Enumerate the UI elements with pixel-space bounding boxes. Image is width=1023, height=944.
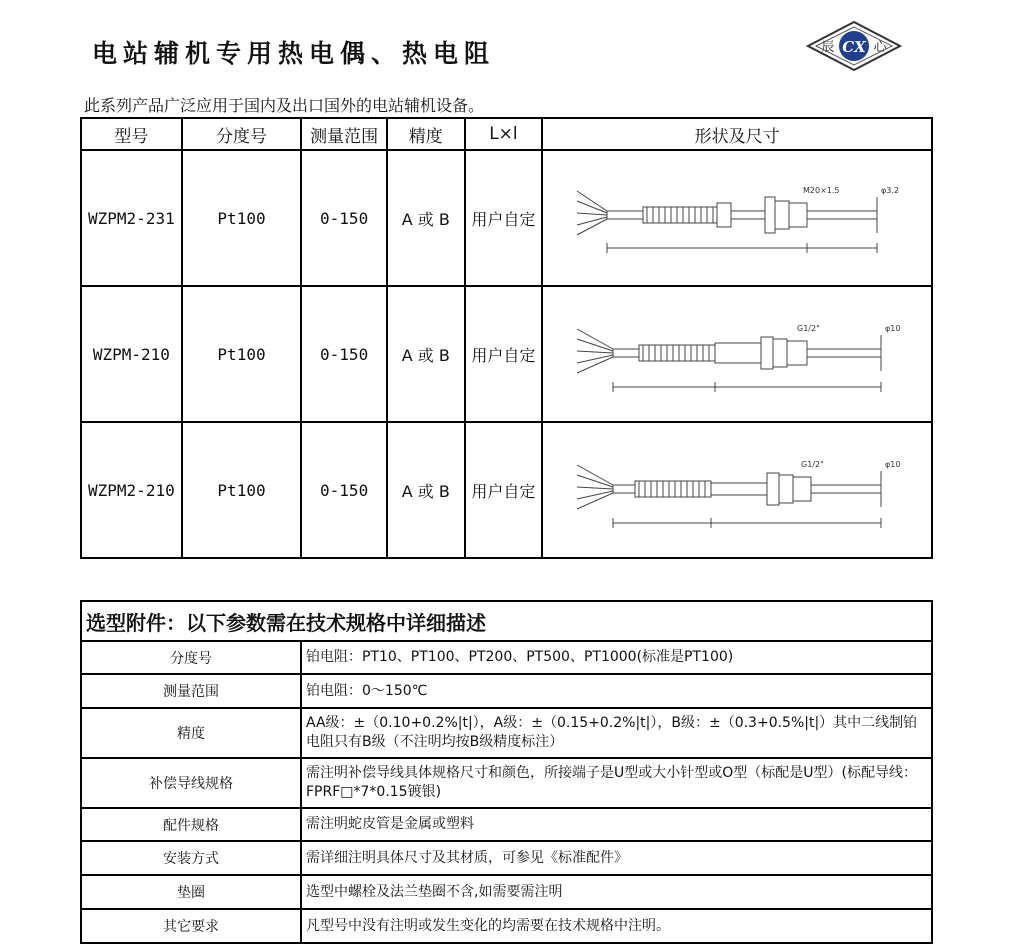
accessory-value: 需详细注明具体尺寸及其材质，可参见《标准配件》 [301, 841, 932, 875]
range-cell: 0-150 [301, 422, 387, 558]
drawing-cell [542, 286, 932, 422]
accessory-row [81, 841, 932, 875]
accessory-row [81, 875, 932, 909]
drawing-cell [542, 150, 932, 286]
product-row [81, 286, 932, 422]
sensor-drawing [567, 309, 907, 399]
drawing-cell [542, 422, 932, 558]
accessory-label: 分度号 [81, 641, 301, 674]
accessories-table [80, 600, 933, 944]
diameter-label: φ3.2 [881, 186, 900, 195]
model-cell: WZPM-210 [81, 286, 182, 422]
sensor-drawing [567, 173, 907, 263]
logo-char-left: 辰 [821, 40, 835, 55]
accessory-value: 凡型号中没有注明或发生变化的均需要在技术规格中注明。 [301, 909, 932, 943]
product-table [80, 117, 933, 559]
thread-label: G1/2" [797, 324, 820, 333]
accessory-label: 补偿导线规格 [81, 758, 301, 808]
accessory-row [81, 708, 932, 758]
accessory-row [81, 674, 932, 708]
header-shape: 形状及尺寸 [542, 118, 932, 150]
graduation-cell: Pt100 [182, 286, 302, 422]
header-graduation: 分度号 [182, 118, 302, 150]
logo-mark: CX [842, 38, 866, 56]
sensor-drawing [567, 445, 907, 535]
accessory-value: 选型中螺栓及法兰垫圈不含,如需要需注明 [301, 875, 932, 909]
accessory-value: 铂电阻：PT10、PT100、PT200、PT500、PT1000(标准是PT100) [301, 641, 932, 674]
accuracy-cell: A 或 B [387, 422, 465, 558]
model-cell: WZPM2-210 [81, 422, 182, 558]
product-row [81, 422, 932, 558]
length-cell: 用户自定 [465, 150, 543, 286]
header-range: 测量范围 [301, 118, 387, 150]
length-cell: 用户自定 [465, 286, 543, 422]
accessory-label: 垫圈 [81, 875, 301, 909]
accessory-value: 需注明蛇皮管是金属或塑料 [301, 808, 932, 841]
intro-text: 此系列产品广泛应用于国内及出口国外的电站辅机设备。 [84, 96, 485, 115]
company-logo [806, 20, 902, 72]
header-model: 型号 [81, 118, 182, 150]
range-cell: 0-150 [301, 286, 387, 422]
accessory-label: 其它要求 [81, 909, 301, 943]
product-row [81, 150, 932, 286]
accessories-title: 选型附件：以下参数需在技术规格中详细描述 [81, 601, 932, 641]
accessory-row [81, 808, 932, 841]
logo-char-right: 心 [873, 40, 887, 55]
graduation-cell: Pt100 [182, 150, 302, 286]
model-cell: WZPM2-231 [81, 150, 182, 286]
accuracy-cell: A 或 B [387, 286, 465, 422]
header-length: L×l [465, 118, 543, 150]
accessory-value: 铂电阻：0～150℃ [301, 674, 932, 708]
length-cell: 用户自定 [465, 422, 543, 558]
accessory-label: 安装方式 [81, 841, 301, 875]
document-title: 电站辅机专用热电偶、热电阻 [92, 39, 496, 68]
accessory-row [81, 641, 932, 674]
thread-label: G1/2" [801, 460, 824, 469]
range-cell: 0-150 [301, 150, 387, 286]
accessory-label: 配件规格 [81, 808, 301, 841]
table-header [81, 118, 932, 150]
diameter-label: φ10 [885, 324, 901, 333]
accessory-label: 测量范围 [81, 674, 301, 708]
graduation-cell: Pt100 [182, 422, 302, 558]
accessory-row [81, 909, 932, 943]
accessory-value: AA级：±（0.10+0.2%|t|），A级：±（0.15+0.2%|t|），B级：±（0.3+0.5%|t|）其中二线制铂电阻只有B级（不注明均按B级精度标注） [301, 708, 932, 758]
diameter-label: φ10 [885, 460, 901, 469]
thread-label: M20×1.5 [803, 186, 840, 195]
accessory-row [81, 758, 932, 808]
accessory-label: 精度 [81, 708, 301, 758]
header-accuracy: 精度 [387, 118, 465, 150]
accuracy-cell: A 或 B [387, 150, 465, 286]
accessory-value: 需注明补偿导线具体规格尺寸和颜色，所接端子是U型或大小针型或O型（标配是U型）(标配导线：FPRF□*7*0.15镀银) [301, 758, 932, 808]
